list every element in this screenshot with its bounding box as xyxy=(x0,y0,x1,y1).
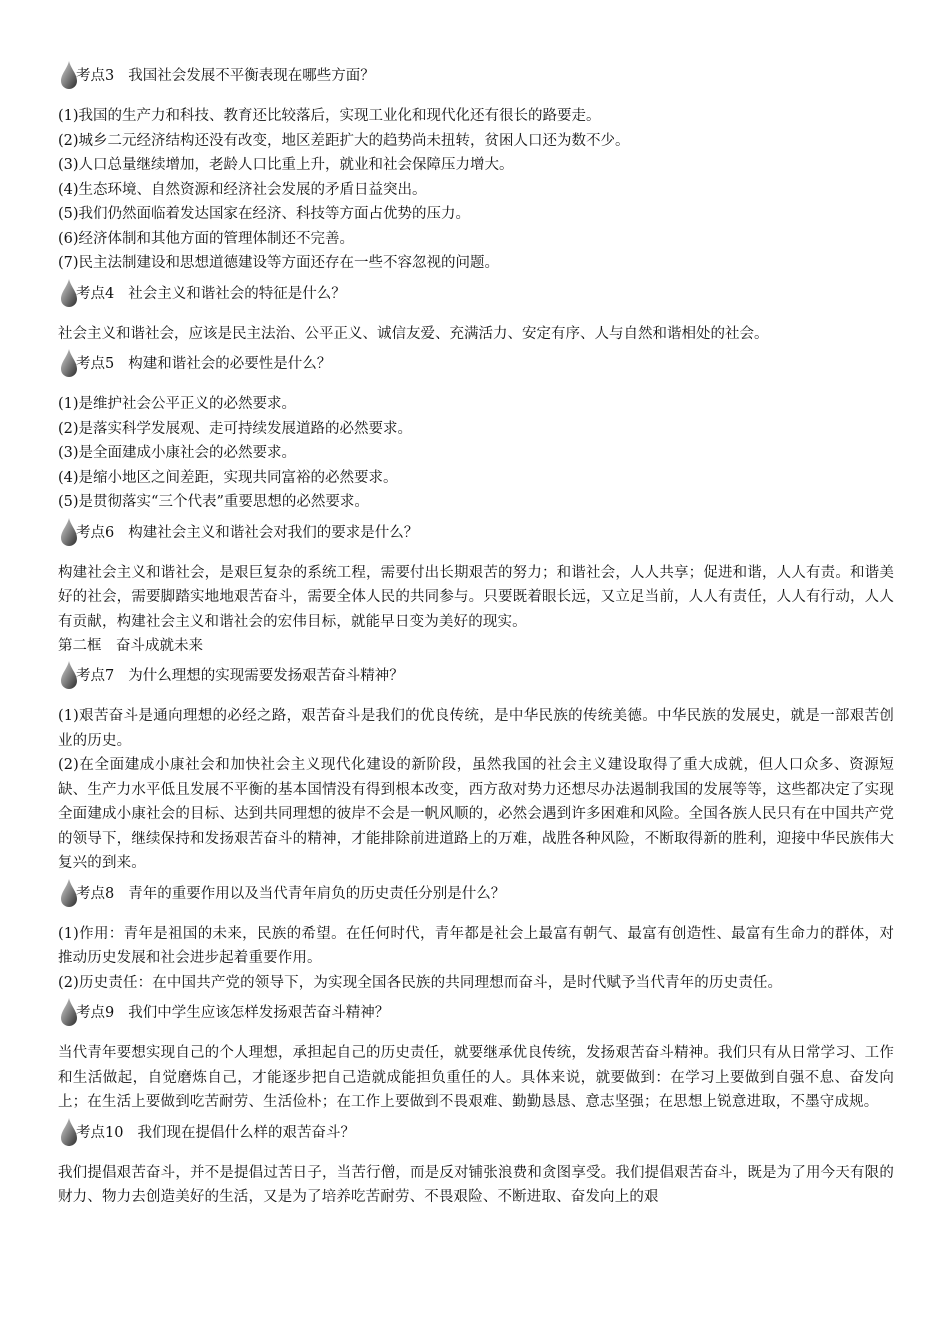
answer-item: (4)是缩小地区之间差距，实现共同富裕的必然要求。 xyxy=(58,469,398,486)
answer-item: (2)是落实科学发展观、走可持续发展道路的必然要求。 xyxy=(58,420,413,437)
answer-item: (1)是维护社会公平正义的必然要求。 xyxy=(58,396,297,412)
water-drop-icon xyxy=(60,997,78,1027)
answer-item: (1)作用：青年是祖国的未来，民族的希望。在任何时代，青年都是社会上最富有朝气、最富有创造性、最富有生命力的群体，对推动历史发展和社会进步起着重要作用。 xyxy=(58,925,894,966)
question-text: 青年的重要作用以及当代青年肩负的历史责任分别是什么？ xyxy=(128,885,506,902)
answer-item: (4)生态环境、自然资源和经济社会发展的矛盾日益突出。 xyxy=(58,181,427,198)
answer-item: (1)艰苦奋斗是通向理想的必经之路，艰苦奋斗是我们的优良传统，是中华民族的传统美德。中华民族的发展史，就是一部艰苦创业的历史。 xyxy=(58,708,894,749)
question-text: 我国社会发展不平衡表现在哪些方面？ xyxy=(128,68,375,84)
question-number: 考点7 xyxy=(76,668,115,684)
answer-item: (2)在全面建成小康社会和加快社会主义现代化建设的新阶段，虽然我国的社会主义建设取得了重大成就，但人口众多、资源短缺、生产力水平低且发展不平衡的基本国情没有得到根本改变，西方敌对势力还想尽办法遏制我国的发展等等，这些都决定了实现全面建成小康社会的目标、达到共同理想的彼岸不会是一帆风顺的，必然会遇到许多困难和风险。全国各族人民只有在中国共产党的领导下，继续保持和发扬艰苦奋斗的精神，才能排除前进道路上的万难，战胜各种风险，不断取得新的胜利，迎接中华民族伟大复兴的到来。 xyxy=(58,757,894,871)
question-heading xyxy=(58,515,894,551)
answer-item: (5)我们仍然面临着发达国家在经济、科技等方面占优势的压力。 xyxy=(58,206,471,222)
water-drop-icon xyxy=(60,517,78,547)
question-number: 考点6 xyxy=(76,524,115,541)
answer-paragraph: 构建社会主义和谐社会，是艰巨复杂的系统工程，需要付出长期艰苦的努力；和谐社会，人人共享；促进和谐，人人有责。和谐美好的社会，需要脚踏实地地艰苦奋斗，需要全体人民的共同参与。只要既着眼长远，又立足当前，人人有责任，人人有行动，人人有贡献，构建社会主义和谐社会的宏伟目标，就能早日变为美好的现实。 xyxy=(58,564,894,630)
answer-paragraph: 我们提倡艰苦奋斗，并不是提倡过苦日子，当苦行僧，而是反对铺张浪费和贪图享受。我们提倡艰苦奋斗，既是为了用今天有限的财力、物力去创造美好的生活，又是为了培养吃苦耐劳、不畏艰险、不断进取、奋发向上的艰 xyxy=(58,1164,894,1205)
question-number: 考点5 xyxy=(76,356,115,372)
answer-item: (2)历史责任：在中国共产党的领导下，为实现全国各民族的共同理想而奋斗，是时代赋予当代青年的历史责任。 xyxy=(58,974,783,991)
question-text: 构建社会主义和谐社会对我们的要求是什么？ xyxy=(128,524,419,541)
question-number: 考点8 xyxy=(76,885,115,902)
water-drop-icon xyxy=(60,60,78,90)
question-number: 考点4 xyxy=(76,285,115,302)
answer-item: (3)人口总量继续增加，老龄人口比重上升，就业和社会保障压力增大。 xyxy=(58,157,514,173)
water-drop-icon xyxy=(60,1117,78,1147)
question-text: 我们现在提倡什么样的艰苦奋斗？ xyxy=(137,1124,355,1141)
question-heading xyxy=(58,58,894,94)
question-heading xyxy=(58,276,894,312)
answer-paragraph: 社会主义和谐社会，应该是民主法治、公平正义、诚信友爱、充满活力、安定有序、人与自然和谐相处的社会。 xyxy=(58,325,769,342)
question-text: 社会主义和谐社会的特征是什么？ xyxy=(128,285,346,302)
question-text: 为什么理想的实现需要发扬艰苦奋斗精神？ xyxy=(128,668,404,684)
water-drop-icon xyxy=(60,660,78,690)
subsection-title: 第二框 奋斗成就未来 xyxy=(58,638,203,654)
answer-item: (6)经济体制和其他方面的管理体制还不完善。 xyxy=(58,230,355,247)
question-text: 我们中学生应该怎样发扬艰苦奋斗精神？ xyxy=(128,1005,390,1021)
answer-paragraph: 当代青年要想实现自己的个人理想，承担起自己的历史责任，就要继承优良传统，发扬艰苦奋斗精神。我们只有从日常学习、工作和生活做起，自觉磨炼自己，才能逐步把自己造就成能担负重任的人。具体来说，就要做到：在学习上要做到自强不息、奋发向上；在生活上要做到吃苦耐劳、生活俭朴；在工作上要做到不畏艰难、勤勤恳恳、意志坚强；在思想上锐意进取，不墨守成规。 xyxy=(58,1045,894,1110)
question-heading xyxy=(58,658,894,694)
question-number: 考点10 xyxy=(76,1124,124,1141)
water-drop-icon xyxy=(60,348,78,378)
water-drop-icon xyxy=(60,878,78,908)
question-number: 考点9 xyxy=(76,1005,115,1021)
question-text: 构建和谐社会的必要性是什么？ xyxy=(128,356,332,372)
question-heading xyxy=(58,346,894,382)
question-heading xyxy=(58,876,894,912)
question-heading xyxy=(58,1115,894,1151)
question-heading xyxy=(58,995,894,1031)
answer-item: (2)城乡二元经济结构还没有改变，地区差距扩大的趋势尚未扭转，贫困人口还为数不少。 xyxy=(58,132,630,149)
answer-item: (1)我国的生产力和科技、教育还比较落后，实现工业化和现代化还有很长的路要走。 xyxy=(58,108,601,124)
water-drop-icon xyxy=(60,278,78,308)
question-number: 考点3 xyxy=(76,68,115,84)
answer-item: (5)是贯彻落实“三个代表”重要思想的必然要求。 xyxy=(58,494,369,510)
answer-item: (7)民主法制建设和思想道德建设等方面还存在一些不容忽视的问题。 xyxy=(58,255,500,271)
document-page xyxy=(58,58,894,1210)
answer-item: (3)是全面建成小康社会的必然要求。 xyxy=(58,445,297,461)
